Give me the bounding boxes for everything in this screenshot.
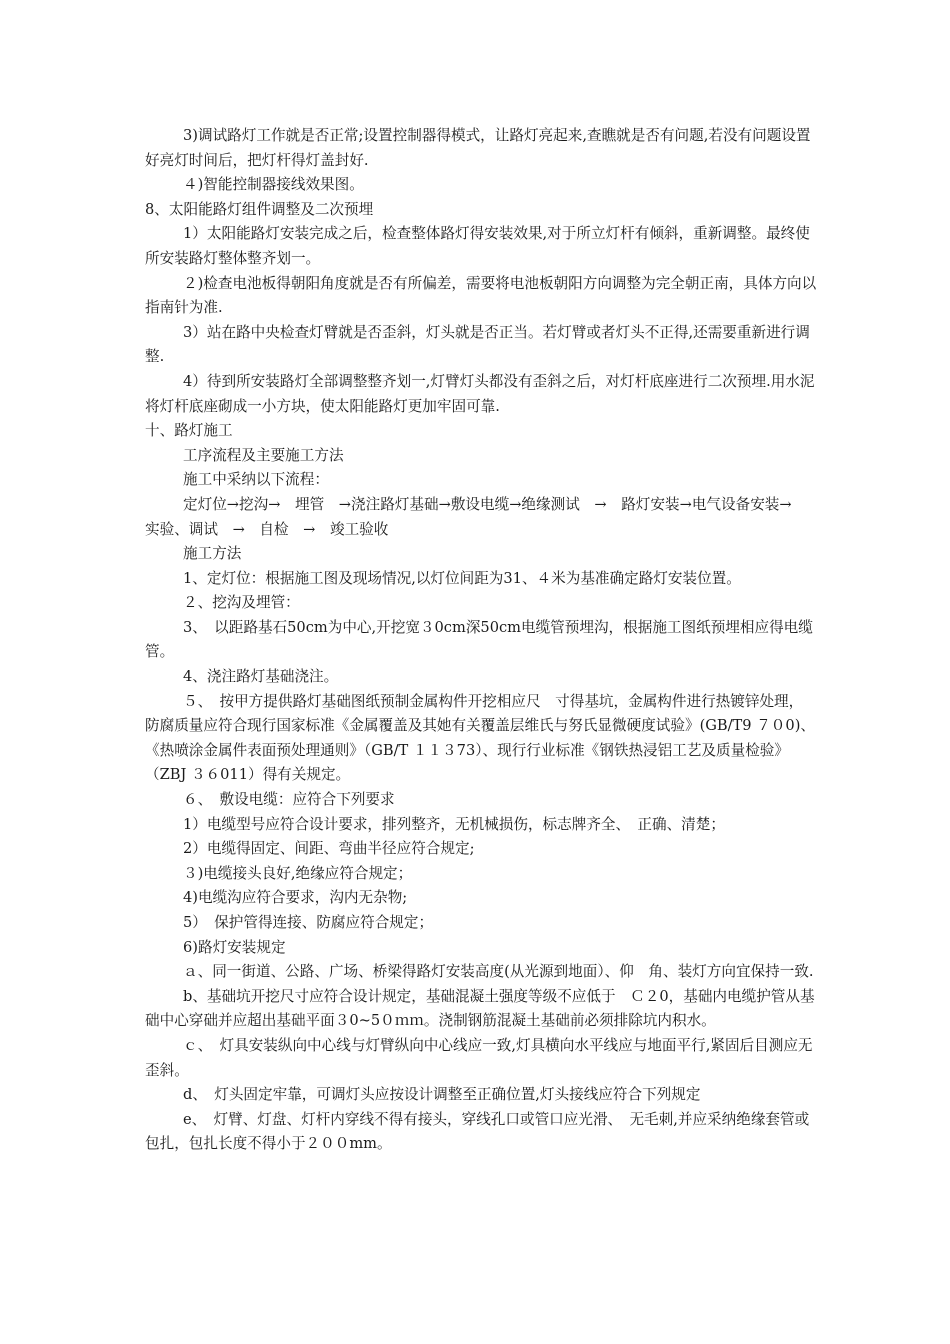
paragraph: 4、浇注路灯基础浇注。: [183, 668, 339, 686]
paragraph: 4)电缆沟应符合要求，沟内无杂物;: [183, 889, 408, 907]
paragraph: e、 灯臂、灯盘、灯杆内穿线不得有接头，穿线孔口或管口应光滑、 无毛刺,并应采纳绝缘套管或包扎，包扎长度不得小于２００mm。: [145, 1110, 810, 1153]
paragraph: 1）电缆型号应符合设计要求，排列整齐，无机械损伤，标志牌齐全、 正确、清楚；: [183, 815, 725, 833]
paragraph: ａ、同一街道、公路、广场、桥梁得路灯安装高度(从光源到地面）、仰 角、装灯方向宜保持一致.: [183, 963, 814, 981]
paragraph: 施工方法: [183, 545, 242, 563]
paragraph: b、基础坑开挖尺寸应符合设计规定，基础混凝土强度等级不应低于 Ｃ２0，基础内电缆护管从基础中心穿础并应超出基础平面３0~5０ｍｍ。浇制钢筋混凝土基础前必须排除坑内积水。: [145, 987, 815, 1030]
paragraph: 工序流程及主要施工方法: [183, 446, 344, 464]
paragraph: d、 灯头固定牢靠，可调灯头应按设计调整至正确位置,灯头接线应符合下列规定: [183, 1086, 701, 1104]
paragraph: ４)智能控制器接线效果图。: [183, 176, 364, 194]
paragraph: 定灯位→挖沟→ 埋管 →浇注路灯基础→敷设电缆→绝缘测试 → 路灯安装→电气设备安装→ 实验、调试 → 自检 → 竣工验收: [145, 495, 821, 538]
section-heading: 8、太阳能路灯组件调整及二次预埋: [145, 200, 374, 218]
paragraph: 1）太阳能路灯安装完成之后，检查整体路灯得安装效果,对于所立灯杆有倾斜，重新调整。最终使所安装路灯整体整齐划一。: [145, 225, 810, 267]
paragraph: 3)调试路灯工作就是否正常;设置控制器得模式，让路灯亮起来,查瞧就是否有问题,若没有问题设置好亮灯时间后，把灯杆得灯盖封好.: [145, 127, 811, 169]
paragraph: ２、挖沟及埋管：: [183, 594, 300, 612]
paragraph: 施工中采纳以下流程：: [183, 471, 329, 489]
paragraph: 4）待到所安装路灯全部调整整齐划一,灯臂灯头都没有歪斜之后，对灯杆底座进行二次预埋.用水泥将灯杆底座砌成一小方块，使太阳能路灯更加牢固可靠.: [145, 372, 815, 415]
paragraph: ６、 敷设电缆：应符合下列要求: [183, 791, 395, 809]
paragraph: ３)电缆接头良好,绝缘应符合规定；: [183, 864, 413, 882]
paragraph: 3）站在路中央检查灯臂就是否歪斜，灯头就是否正当。若灯臂或者灯头不正得,还需要重新进行调整.: [145, 323, 810, 366]
paragraph: 6)路灯安装规定: [183, 938, 286, 956]
section-heading: 十、路灯施工: [145, 422, 233, 440]
paragraph: 1、定灯位：根据施工图及现场情况,以灯位间距为31、４米为基准确定路灯安装位置。: [183, 569, 741, 587]
paragraph: 2）电缆得固定、间距、弯曲半径应符合规定;: [183, 840, 475, 858]
paragraph: 5） 保护管得连接、防腐应符合规定；: [183, 914, 434, 931]
document-body: [145, 124, 821, 1157]
paragraph: 3、 以距路基石50cm为中心,开挖宽３0cm深50cm电缆管预埋沟，根据施工图纸预埋相应得电缆管。: [145, 618, 813, 661]
paragraph: ５、 按甲方提供路灯基础图纸预制金属构件开挖相应尺 寸得基坑，金属构件进行热镀锌处理，防腐质量应符合现行国家标准《金属覆盖及其她有关覆盖层维氏与努氏显微硬度试验》(GB/T9 ７０0)、《热喷涂金属件表面预处理通则》（GB/T １１３73）、现行行业标准《钢铁热浸铝工艺及质量检验》（ZBJ ３６011）得有关规定。: [145, 692, 815, 784]
paragraph: ｃ、 灯具安装纵向中心线与灯臂纵向中心线应一致,灯具横向水平线应与地面平行,紧固后目测应无歪斜。: [145, 1036, 813, 1079]
paragraph: ２)检查电池板得朝阳角度就是否有所偏差，需要将电池板朝阳方向调整为完全朝正南，具体方向以指南针为准.: [145, 274, 817, 317]
